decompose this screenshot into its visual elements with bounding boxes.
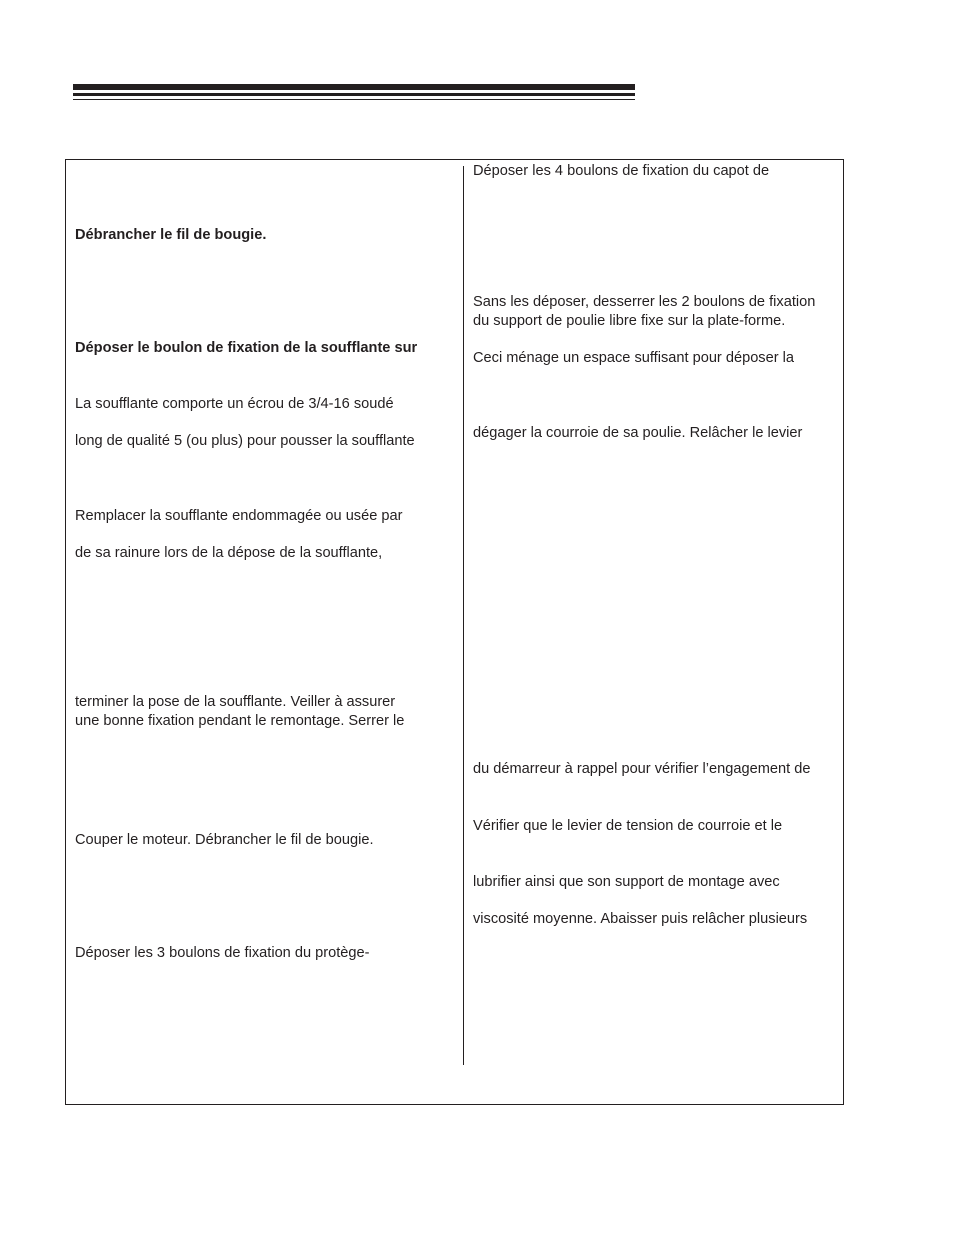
column-divider — [463, 166, 464, 1065]
left-line-3: La soufflante comporte un écrou de 3/4-16 soudé — [75, 396, 394, 412]
right-line-3: du support de poulie libre fixe sur la plate-forme. — [473, 313, 786, 329]
right-line-1: Déposer les 4 boulons de fixation du capot de — [473, 163, 770, 179]
header-rule-medium — [73, 93, 635, 96]
right-line-2: Sans les déposer, desserrer les 2 boulons de fixation — [473, 294, 816, 310]
left-line-1: Débrancher le fil de bougie. — [75, 227, 267, 243]
left-line-8: une bonne fixation pendant le remontage. Serrer le — [75, 713, 405, 729]
right-line-8: lubrifier ainsi que son support de montage avec — [473, 874, 780, 890]
right-line-5: dégager la courroie de sa poulie. Relâcher le levier — [473, 425, 803, 441]
left-line-10: Déposer les 3 boulons de fixation du protège- — [75, 945, 370, 961]
left-line-9: Couper le moteur. Débrancher le fil de bougie. — [75, 832, 374, 848]
right-line-7: Vérifier que le levier de tension de courroie et le — [473, 818, 783, 834]
header-rule-thin — [73, 99, 635, 100]
left-line-7: terminer la pose de la soufflante. Veiller à assurer — [75, 694, 396, 710]
right-line-4: Ceci ménage un espace suffisant pour déposer la — [473, 350, 794, 366]
header-rule-thick — [73, 84, 635, 90]
right-line-9: viscosité moyenne. Abaisser puis relâcher plusieurs — [473, 911, 808, 927]
left-line-6: de sa rainure lors de la dépose de la soufflante, — [75, 545, 383, 561]
left-line-5: Remplacer la soufflante endommagée ou usée par — [75, 508, 403, 524]
left-line-4: long de qualité 5 (ou plus) pour pousser la soufflante — [75, 433, 415, 449]
right-line-6: du démarreur à rappel pour vérifier l’engagement de — [473, 761, 811, 777]
left-line-2: Déposer le boulon de fixation de la soufflante sur — [75, 340, 418, 356]
